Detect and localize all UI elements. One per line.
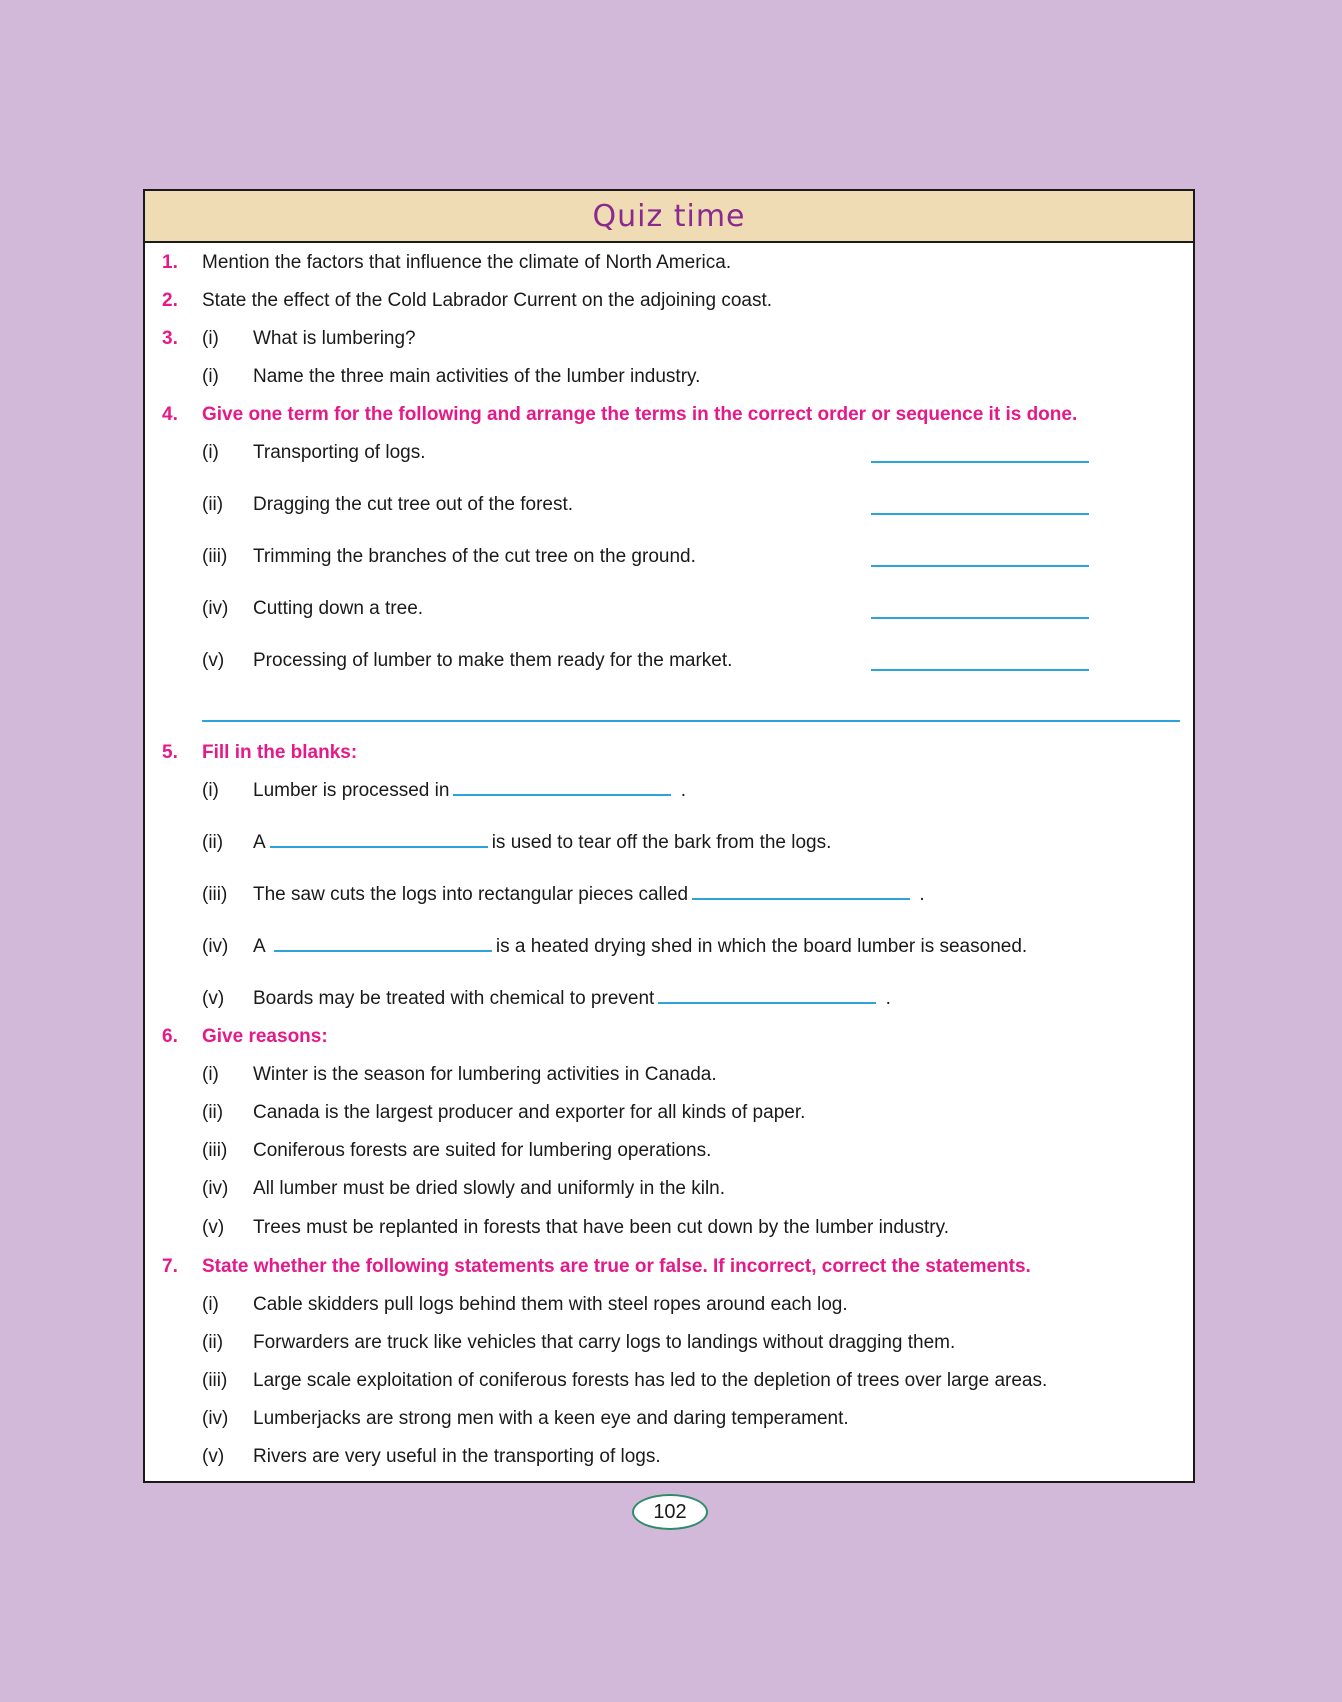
sub-number: (v) <box>202 1217 225 1238</box>
sub-number: (iv) <box>202 598 229 619</box>
sub-number: (i) <box>202 366 219 387</box>
sub-number: (ii) <box>202 1332 224 1353</box>
sentence-end: . <box>680 780 686 801</box>
sub-text: Trimming the branches of the cut tree on the ground. <box>253 546 696 567</box>
sub-text: Cutting down a tree. <box>253 598 424 619</box>
sub-text: Canada is the largest producer and exporter for all kinds of paper. <box>253 1102 806 1123</box>
answer-blank[interactable] <box>871 513 1089 515</box>
question-number: 7. <box>162 1256 178 1277</box>
sub-text: Cable skidders pull logs behind them with steel ropes around each log. <box>253 1294 848 1315</box>
sentence-start: A <box>253 936 265 957</box>
fill-blank[interactable] <box>453 780 671 796</box>
sub-text: Processing of lumber to make them ready for the market. <box>253 650 733 671</box>
sentence-start: A <box>253 832 266 853</box>
sub-text: Winter is the season for lumbering activities in Canada. <box>253 1064 717 1085</box>
sub-number: (i) <box>202 328 219 349</box>
quiz-box <box>143 189 1195 1483</box>
sub-number: (iv) <box>202 1178 229 1199</box>
sub-number: (i) <box>202 1294 219 1315</box>
sequence-answer-line[interactable] <box>202 720 1180 722</box>
sub-number: (iii) <box>202 1140 228 1161</box>
sub-number: (v) <box>202 1446 225 1467</box>
question-text: State whether the following statements are true or false. If incorrect, correct the statements. <box>202 1256 1031 1277</box>
answer-blank[interactable] <box>871 669 1089 671</box>
answer-blank[interactable] <box>871 461 1089 463</box>
question-number: 6. <box>162 1026 178 1047</box>
sub-number: (iv) <box>202 1408 229 1429</box>
sub-number: (iv) <box>202 936 229 957</box>
sub-number: (i) <box>202 442 219 463</box>
sub-number: (i) <box>202 1064 219 1085</box>
sub-text: Trees must be replanted in forests that have been cut down by the lumber industry. <box>253 1217 949 1238</box>
answer-blank[interactable] <box>871 565 1089 567</box>
fill-blank[interactable] <box>692 884 910 900</box>
question-text: State the effect of the Cold Labrador Current on the adjoining coast. <box>202 290 773 311</box>
sentence-start: Lumber is processed in <box>253 780 450 801</box>
sub-text: Large scale exploitation of coniferous forests has led to the depletion of trees over large areas. <box>253 1370 1048 1391</box>
question-text: Mention the factors that influence the climate of North America. <box>202 252 732 273</box>
question-number: 3. <box>162 328 178 349</box>
sub-text: What is lumbering? <box>253 328 416 349</box>
sub-text: Forwarders are truck like vehicles that carry logs to landings without dragging them. <box>253 1332 956 1353</box>
sub-text: All lumber must be dried slowly and uniformly in the kiln. <box>253 1178 726 1199</box>
fill-sentence <box>253 831 831 855</box>
question-number: 2. <box>162 290 178 311</box>
sub-number: (iii) <box>202 1370 228 1391</box>
sub-number: (iii) <box>202 884 228 905</box>
sentence-end: . <box>885 988 891 1009</box>
quiz-title: Quiz time <box>592 198 746 234</box>
sentence-end: . <box>919 884 925 905</box>
sub-number: (ii) <box>202 1102 224 1123</box>
sub-text: Dragging the cut tree out of the forest. <box>253 494 574 515</box>
sub-text: Transporting of logs. <box>253 442 426 463</box>
sub-number: (v) <box>202 988 225 1009</box>
fill-sentence <box>253 987 891 1011</box>
fill-sentence <box>253 935 1027 959</box>
sub-number: (i) <box>202 780 219 801</box>
sentence-end: is used to tear off the bark from the logs. <box>491 832 832 853</box>
page-number: 102 <box>632 1494 708 1530</box>
question-text: Give reasons: <box>202 1026 328 1047</box>
sub-text: Rivers are very useful in the transporting of logs. <box>253 1446 661 1467</box>
sentence-start: The saw cuts the logs into rectangular pieces called <box>253 884 689 905</box>
fill-blank[interactable] <box>658 988 876 1004</box>
fill-blank[interactable] <box>274 936 492 952</box>
sentence-end: is a heated drying shed in which the board lumber is seasoned. <box>495 936 1028 957</box>
question-text: Give one term for the following and arrange the terms in the correct order or sequence it is done. <box>202 404 1078 425</box>
sub-number: (v) <box>202 650 225 671</box>
fill-sentence <box>253 779 686 803</box>
sub-text: Lumberjacks are strong men with a keen eye and daring temperament. <box>253 1408 849 1429</box>
fill-blank[interactable] <box>270 832 488 848</box>
question-number: 5. <box>162 742 178 763</box>
sub-number: (ii) <box>202 494 224 515</box>
fill-sentence <box>253 883 925 907</box>
sentence-start: Boards may be treated with chemical to prevent <box>253 988 655 1009</box>
question-number: 1. <box>162 252 178 273</box>
sub-text: Coniferous forests are suited for lumbering operations. <box>253 1140 712 1161</box>
question-text: Fill in the blanks: <box>202 742 358 763</box>
sub-number: (ii) <box>202 832 224 853</box>
quiz-header <box>145 191 1193 243</box>
answer-blank[interactable] <box>871 617 1089 619</box>
sub-text: Name the three main activities of the lumber industry. <box>253 366 701 387</box>
question-number: 4. <box>162 404 178 425</box>
sub-number: (iii) <box>202 546 228 567</box>
